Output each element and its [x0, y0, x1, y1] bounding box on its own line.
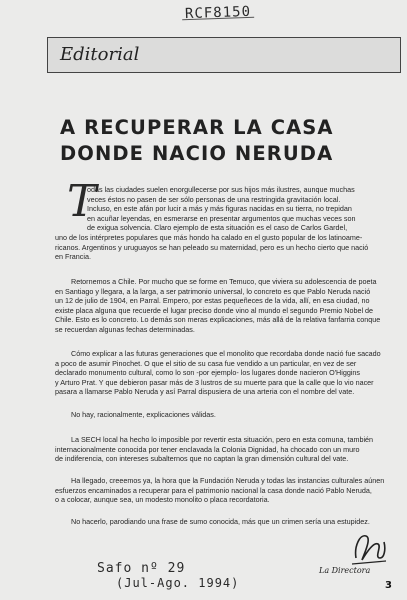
paragraph-line: ricanos. Argentinos y uruguayos se han peleado su maternidad, pero es un hecho cierto que nació: [55, 242, 369, 252]
paragraph-line: y Arturo Prat. Y que debieron pasar más de 3 lustros de su muerte para que la calle que lo vio nacer: [55, 377, 374, 387]
paragraph-line: La SECH local ha hecho lo imposible por revertir esta situación, pero en esta comuna, también: [71, 435, 374, 444]
handwritten-date-note: (Jul-Ago. 1994): [116, 576, 240, 590]
handwritten-reference: RCF8150: [184, 3, 252, 23]
paragraph-2: [55, 277, 395, 335]
paragraph-6: [55, 476, 395, 505]
paragraph-line: en acuñar leyendas, en esmerarse en presentar argumentos que muchas veces son: [87, 213, 356, 223]
paragraph-line: en Francia.: [55, 252, 91, 262]
page-number: 3: [385, 580, 392, 591]
paragraph-line: pasara a llamarse Pablo Neruda y así Parral dispusiera de una arteria con el nombre del vate.: [55, 387, 355, 397]
signoff: La Directora: [319, 566, 371, 575]
paragraph-line: Cómo explicar a las futuras generaciones que el monolito que recordaba donde nació fue sacado: [71, 349, 381, 358]
paragraph-line: un 12 de julio de 1904, en Parral. Empero, por estas pequeñeces de la vida, allí, en esa ciudad, no: [55, 296, 370, 306]
paragraph-line: internacionalmente conocida por tener enclavada la Colonia Dignidad, ha chocado con un muro: [55, 444, 360, 454]
paragraph-line: No hay, racionalmente, explicaciones válidas.: [71, 410, 216, 419]
section-header-box: [47, 37, 401, 73]
handwritten-signature: [350, 528, 388, 568]
paragraph-7: [55, 517, 395, 527]
paragraph-line: Incluso, en este afán por lucir a más y más figuras nacidas en su tierra, no trepidan: [87, 204, 352, 214]
paragraph-line: esfuerzos encaminados a recuperar para el patrimonio nacional la casa donde nació Pablo Neruda,: [55, 485, 372, 495]
paragraph-4: [55, 410, 395, 420]
handwritten-issue-note: Safo nº 29: [97, 561, 186, 576]
headline-line-2: DONDE NACIO NERUDA: [60, 142, 334, 165]
paragraph-line: de exigua solvencia. Claro ejemplo de esta situación es el caso de Carlos Gardel,: [87, 223, 348, 233]
paragraph-3: [55, 349, 395, 397]
paragraph-line: Ha llegado, creeemos ya, la hora que la Fundación Neruda y todas las instancias culturales aúnen: [71, 476, 385, 485]
paragraph-line: declarado monumento cultural, como lo son -por ejemplo- los lugares donde nacieron O'Higgins: [55, 368, 361, 378]
paragraph-line: uno de los intérpretes populares que más hondo ha calado en el gusto popular de los latinoame-: [55, 232, 363, 242]
headline: [60, 115, 380, 167]
paragraph-line: existe placa alguna que recuerde el lugar preciso donde vino al mundo el segundo Premio Nobel de: [55, 305, 374, 315]
drop-cap: T: [67, 176, 97, 227]
paragraph-line: a poco de asumir Pinochet. O que el sitio de su casa fue vendido a un particular, en vez de ser: [55, 358, 357, 368]
headline-line-1: A RECUPERAR LA CASA: [60, 116, 334, 139]
paragraph-line: o a colocar, aunque sea, un modesto monolito o placa recordatoria.: [55, 495, 270, 505]
paragraph-line: en Santiago y llegara, a la larga, a ser patrimonio universal, lo concreto es que Pablo Neruda nació: [55, 286, 371, 296]
paragraph-line: de indiferencia, con intereses subalternos que no captan la gran dimensión cultural del vate.: [55, 454, 349, 464]
paragraph-line: Chile. Esto es lo concreto. Lo demás son meras explicaciones, más allá de la relativa fanfarria conque: [55, 315, 381, 325]
paragraph-5: [55, 435, 395, 464]
paragraph-1: [55, 185, 395, 262]
paragraph-line: Retornemos a Chile. Por mucho que se forme en Temuco, que viviera su adolescencia de poeta: [71, 277, 377, 286]
paragraph-line: se recuerdan algunas fechas determinadas.: [55, 324, 195, 334]
paragraph-line: odas las ciudades suelen enorgullecerse por sus hijos más ilustres, aunque muchas: [87, 185, 355, 194]
paragraph-line: No hacerlo, parodiando una frase de sumo conocida, más que un crimen sería una estupidez.: [71, 517, 370, 526]
paragraph-line: veces éstos no pasen de ser sólo personas de una restringida gravitación local.: [87, 194, 341, 204]
section-label: Editorial: [60, 44, 140, 65]
